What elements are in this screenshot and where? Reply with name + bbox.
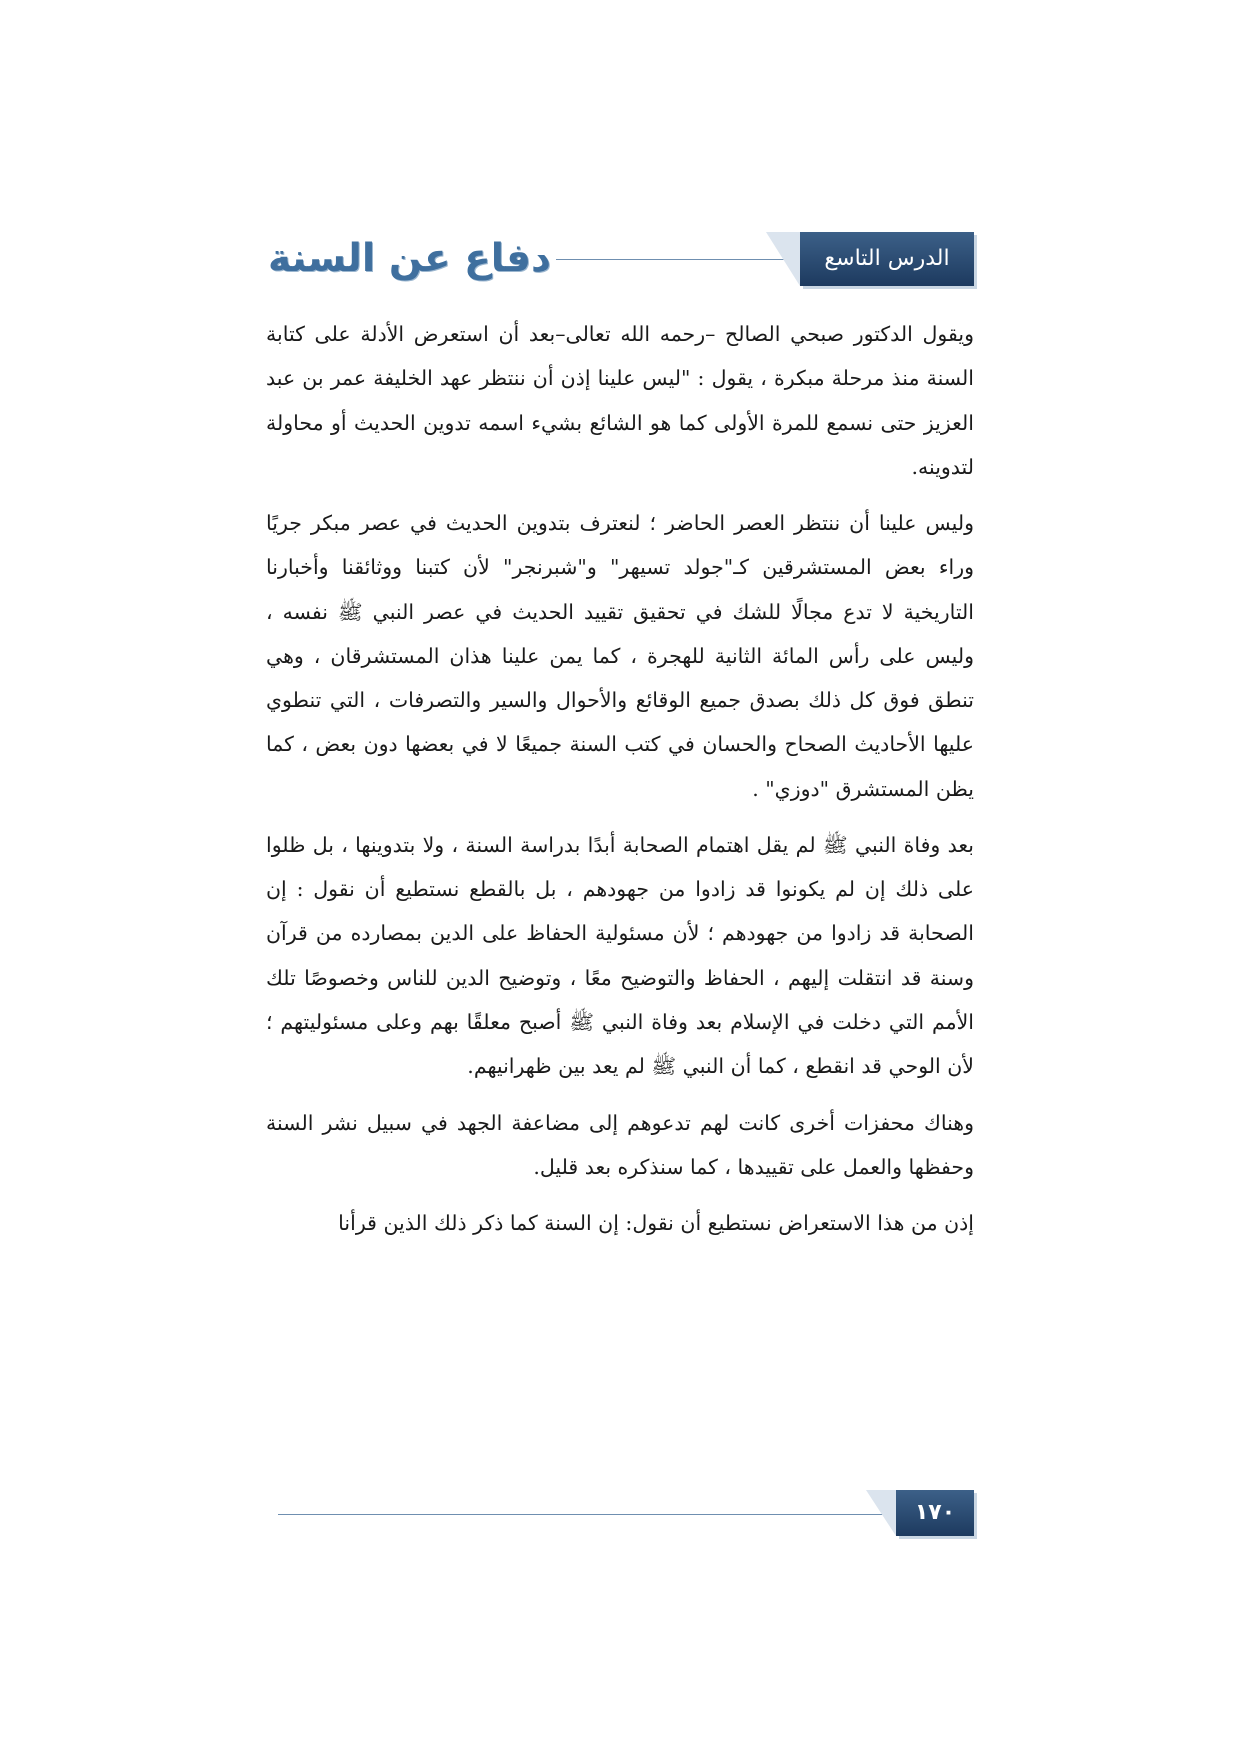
paragraph: ويقول الدكتور صبحي الصالح –رحمه الله تعالى–بعد أن استعرض الأدلة على كتابة السنة منذ مرحلة مبكرة ، يقول : "ليس علينا إذن أن ننتظر عهد الخليفة عمر بن عبد العزيز حتى نسمع للمرة الأولى كما هو الشائع بشيء اسمه تدوين الحديث أو محاولة لتدوينه. [266, 322, 974, 479]
header-rule [556, 259, 794, 260]
paragraph: وهناك محفزات أخرى كانت لهم تدعوهم إلى مضاعفة الجهد في سبيل نشر السنة وحفظها والعمل على تقييدها ، كما سنذكره بعد قليل. [266, 1110, 974, 1179]
page-header [268, 232, 974, 286]
page-footer [268, 1490, 974, 1536]
paragraph: إذن من هذا الاستعراض نستطيع أن نقول: إن السنة كما ذكر ذلك الذين قرأنا [338, 1211, 974, 1236]
page-body [266, 312, 974, 1257]
paragraph: وليس علينا أن ننتظر العصر الحاضر ؛ لنعترف بتدوين الحديث في عصر مبكر جريًا وراء بعض المستشرقين كـ"جولد تسيهر" و"شبرنجر" لأن كتبنا ووثائقنا وأخبارنا التاريخية لا تدع مجالًا للشك في تحقيق تقييد الحديث في عصر النبي ﷺ نفسه ، وليس على رأس المائة الثانية للهجرة ، كما يمن علينا هذان المستشرقان ، وهي تنطق فوق كل ذلك بصدق جميع الوقائع والأحوال والسير والتصرفات ، التي تنطوي عليها الأحاديث الصحاح والحسان في كتب السنة جميعًا لا في بعضها دون بعض ، كما يظن المستشرق "دوزي" . [266, 511, 974, 801]
lesson-badge: الدرس التاسع [800, 232, 974, 286]
page-number: ١٧٠ [896, 1490, 974, 1536]
chapter-title: دفاع عن السنة [268, 236, 551, 281]
paragraph: بعد وفاة النبي ﷺ لم يقل اهتمام الصحابة أبدًا بدراسة السنة ، ولا بتدوينها ، بل ظلوا على ذلك إن لم يكونوا قد زادوا من جهودهم ، بل بالقطع نستطيع أن نقول : إن الصحابة قد زادوا من جهودهم ؛ لأن مسئولية الحفاظ على الدين بمصارده من قرآن وسنة قد انتقلت إليهم ، الحفاظ والتوضيح معًا ، وتوضيح الدين للناس وخصوصًا تلك الأمم التي دخلت في الإسلام بعد وفاة النبي ﷺ أصبح معلقًا بهم وعلى مسئوليتهم ؛ لأن الوحي قد انقطع ، كما أن النبي ﷺ لم يعد بين ظهرانيهم. [266, 832, 974, 1079]
footer-rule [278, 1514, 896, 1515]
